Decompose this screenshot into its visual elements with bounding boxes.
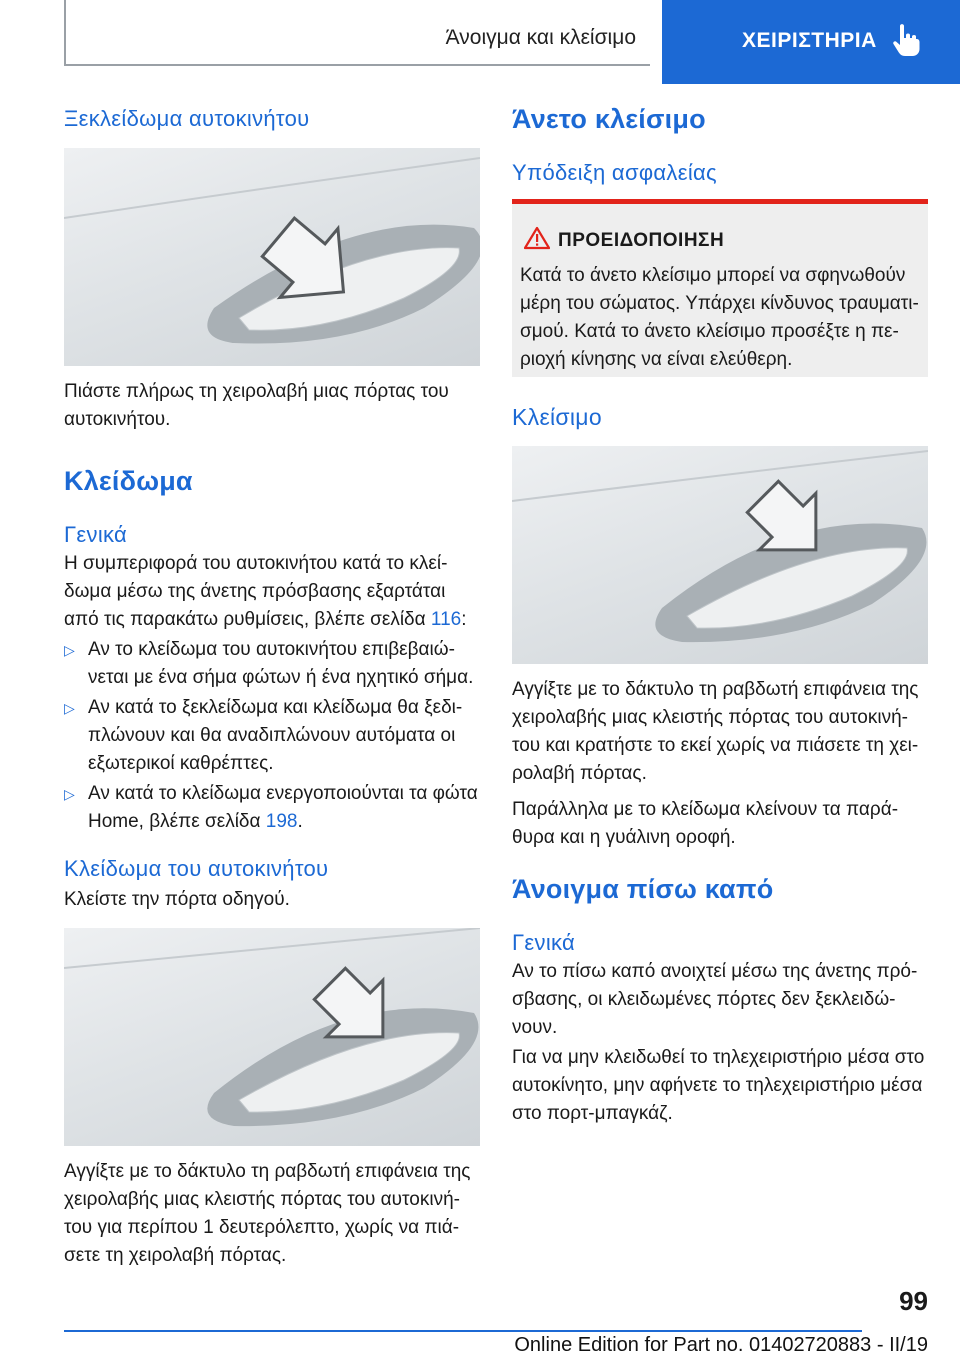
door-handle-unlock-image bbox=[64, 148, 480, 366]
door-handle-lock-image bbox=[64, 928, 480, 1146]
warning-label: ΠΡΟΕΙΔΟΠΟΙΗΣΗ bbox=[558, 230, 725, 251]
page-number: 99 bbox=[899, 1286, 928, 1316]
header-rule-horizontal bbox=[64, 64, 650, 66]
warning-text: Κατά το άνετο κλείσιμο μπορεί να σφηνωθούν μέρη του σώματος. Υπάρχει κίνδυνος τραυματισμού. Κατά το άνετο κλείσιμο προσέξτε η περιοχή κίνησης να είναι ελεύθερη. bbox=[520, 265, 919, 370]
chapter-tab-label: ΧΕΙΡΙΣΤΗΡΙΑ bbox=[742, 29, 877, 52]
section-title: Άνοιγμα και κλείσιμο bbox=[445, 26, 636, 49]
lock-heading: Κλείδωμα bbox=[64, 466, 193, 496]
list-item-text: Αν το κλείδωμα του αυτοκινήτου επιβεβαιώνεται με ένα σήμα φώτων ή ένα ηχητικό σήμα. bbox=[88, 639, 474, 688]
unlock-caption: Πιάστε πλήρως τη χειρολαβή μιας πόρτας του αυτοκινήτου. bbox=[64, 381, 449, 430]
triangle-bullet-icon: ▷ bbox=[64, 700, 75, 716]
footer-rule bbox=[64, 1330, 862, 1332]
page-link-198[interactable]: 198 bbox=[265, 811, 298, 832]
tailgate-general-heading: Γενικά bbox=[512, 930, 576, 955]
general-text-suffix: : bbox=[461, 609, 467, 630]
list-item bbox=[64, 636, 482, 692]
door-handle-illustration bbox=[512, 446, 928, 664]
list-item bbox=[64, 694, 482, 778]
tailgate-text-2: Για να μην κλειδωθεί το τηλεχειριστήριο μέσα στο αυτοκίνητο, μην αφήνετε το τηλεχειριστήριο μέσα στο πορτ-μπαγκάζ. bbox=[512, 1047, 925, 1124]
chapter-tab[interactable] bbox=[662, 0, 960, 84]
list-item-suffix: . bbox=[297, 811, 303, 832]
car-lock-caption: Αγγίξτε με το δάκτυλο τη ραβδωτή επιφάνεια της χειρολαβής μιας κλειστής πόρτας του αυτοκινήτου για περίπου 1 δευτερόλεπτο, χωρίς να πιάσετε τη χειρολαβή πόρτας. bbox=[64, 1161, 471, 1266]
general-text-body: Η συμπεριφορά του αυτοκινήτου κατά το κλείδωμα μέσω της άνετης πρόσβασης εξαρτάται από τις παρακάτω ρυθμίσεις, βλέπε σελίδα bbox=[64, 553, 448, 630]
closing-heading: Κλείσιμο bbox=[512, 404, 602, 430]
warning-box bbox=[512, 199, 928, 377]
triangle-bullet-icon: ▷ bbox=[64, 786, 75, 802]
header-rule-vertical bbox=[64, 0, 66, 66]
list-item-text bbox=[88, 780, 482, 836]
triangle-bullet-icon: ▷ bbox=[64, 642, 75, 658]
safety-heading: Υπόδειξη ασφαλείας bbox=[512, 160, 717, 185]
unlock-heading: Ξεκλείδωμα αυτοκινήτου bbox=[64, 106, 310, 131]
list-item-text: Αν κατά το ξεκλείδωμα και κλείδωμα θα ξεδιπλώνουν και θα αναδιπλώνουν αυτόματα οι εξωτερικοί καθρέπτες. bbox=[88, 697, 463, 774]
warning-triangle-icon bbox=[524, 226, 550, 250]
edition-note: Online Edition for Part no. 01402720883 - II/19 bbox=[514, 1334, 928, 1356]
closing-caption: Αγγίξτε με το δάκτυλο τη ραβδωτή επιφάνεια της χειρολαβής μιας κλειστής πόρτας του αυτοκινήτου και κρατήστε το εκεί χωρίς να πιάσετε τη χειρολαβή πόρτας. bbox=[512, 679, 919, 784]
page-link-116[interactable]: 116 bbox=[430, 609, 462, 630]
list-item-body: Αν κατά το κλείδωμα ενεργοποιούνται τα φώτα Home, βλέπε σελίδα bbox=[88, 783, 478, 832]
car-lock-text: Κλείστε την πόρτα οδηγού. bbox=[64, 889, 290, 910]
car-lock-heading: Κλείδωμα του αυτοκινήτου bbox=[64, 856, 329, 881]
comfort-heading: Άνετο κλείσιμο bbox=[512, 104, 706, 134]
closing-text-2: Παράλληλα με το κλείδωμα κλείνουν τα παράθυρα και η γυάλινη οροφή. bbox=[512, 799, 899, 848]
door-handle-illustration bbox=[64, 928, 480, 1146]
general-text bbox=[64, 550, 480, 634]
door-handle-illustration bbox=[64, 148, 480, 366]
list-item bbox=[64, 780, 482, 836]
tailgate-heading: Άνοιγμα πίσω καπό bbox=[512, 874, 774, 904]
hand-pointer-icon bbox=[890, 22, 922, 58]
tailgate-text-1: Αν το πίσω καπό ανοιχτεί μέσω της άνετης πρόσβασης, οι κλειδωμένες πόρτες δεν ξεκλειδώνουν. bbox=[512, 961, 918, 1038]
general-heading: Γενικά bbox=[64, 522, 128, 547]
door-handle-closing-image bbox=[512, 446, 928, 664]
